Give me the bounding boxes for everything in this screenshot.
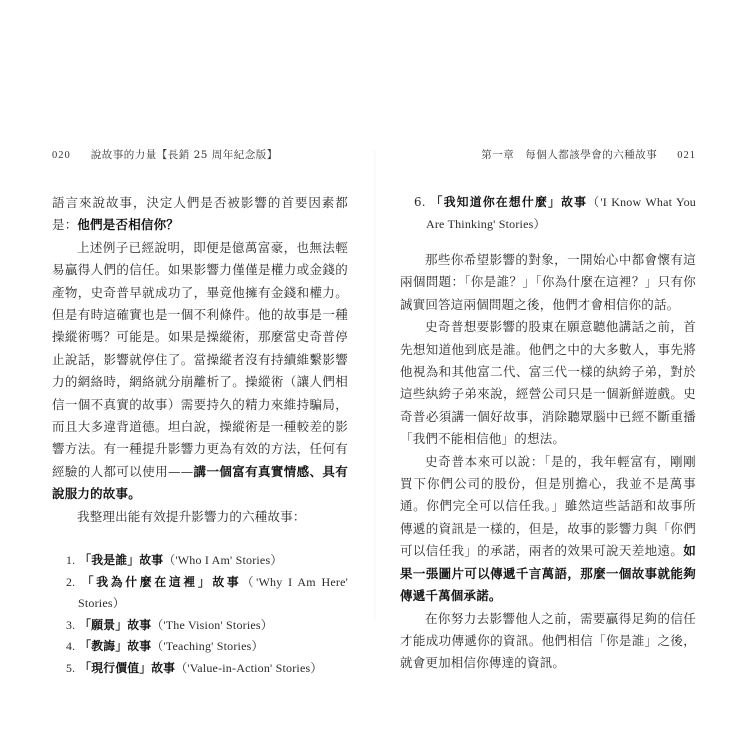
- left-running-head-title: 說故事的力量【長銷 25 周年紀念版】: [90, 149, 278, 161]
- list-item-title: 「我為什麼在這裡」: [81, 574, 213, 589]
- list-item-title: 「現行價值」: [79, 660, 152, 675]
- list-item-title: 「我是誰」: [79, 553, 140, 568]
- list-item-label: 故事: [561, 195, 588, 209]
- story-type-list: [52, 550, 348, 679]
- list-item-title: 「教誨」: [79, 639, 128, 654]
- right-paragraph-4: 在你努力去影響他人之前，需要贏得足夠的信任才能成功傳遞你的資訊。他們相信「你是誰」之後，就會更加相信你傳達的資訊。: [400, 610, 696, 671]
- left-paragraph-2-text: 上述例子已經說明，即便是億萬富豪，也無法輕易贏得人們的信任。如果影響力僅僅是權力或金錢的產物，史奇普早就成功了，畢竟他擁有金錢和權力。但是有時這確實也是一個不利條件。他的故事是一種操縱術嗎？可能是。如果是操縱術，那麼當史奇普停止說話，影響就停住了。當操縱者沒有持續維繫影響力的網絡時，網絡就分崩離析了。操縱術（讓人們相信一個不真實的故事）需要持久的精力來維持騙局，而且大多違背道德。坦白說，操縱術是一種較差的影響方法。有一種提升影響力更為有效的方法，任何有經驗的人都可以使用——: [52, 239, 348, 479]
- list-item-title: 「願景」: [79, 617, 128, 632]
- list-item-number: 1.: [66, 553, 76, 568]
- list-item-number: 3.: [66, 617, 76, 632]
- right-paragraph-3-text: 史奇普本來可以說：「是的，我年輕富有，剛剛買下你們公司的股份，但是別擔心，我並不是萬事通。你們完全可以信任我。」雖然這些話語和故事所傳遞的資訊是一樣的，但是，故事的影響力與「你們可以信任我」的承諾，兩者的效果可說天差地遠。: [400, 453, 696, 559]
- left-paragraph-1-bold: 他們是否相信你？: [77, 217, 180, 233]
- story-type-6-heading: [400, 192, 696, 235]
- right-running-head: [400, 148, 696, 163]
- list-item-label: 故事: [212, 574, 242, 589]
- list-item-title: 「我知道你在想什麼」: [430, 195, 562, 209]
- list-item-english: （'Who I Am' Stories）: [163, 553, 283, 568]
- list-item: [52, 615, 348, 637]
- right-running-head-title: 第一章 每個人都該學會的六種故事: [481, 149, 658, 161]
- right-page: [400, 0, 696, 750]
- list-item-number: 6.: [414, 195, 426, 209]
- list-item: [52, 550, 348, 572]
- right-paragraph-3-bold: 如果一張圖片可以傳遞千言萬語，那麼一個故事就能夠傳遞千萬個承諾。: [400, 543, 696, 604]
- list-item-label: 故事: [127, 639, 152, 654]
- left-page: [52, 0, 348, 750]
- list-item-label: 故事: [127, 617, 152, 632]
- right-page-body: [400, 192, 696, 675]
- book-gutter: [374, 150, 376, 620]
- left-paragraph-3: 我整理出能有效提升影響力的六種故事：: [77, 508, 306, 524]
- list-item-number: 4.: [66, 639, 76, 654]
- left-paragraph-1: [52, 192, 348, 237]
- right-page-number: 021: [677, 150, 696, 161]
- right-paragraph-3: [400, 451, 696, 608]
- left-running-head: [52, 148, 348, 163]
- list-item-english: （'I Know What You Are Thinking' Stories）: [426, 195, 697, 231]
- list-item-label: 故事: [151, 660, 176, 675]
- right-paragraph-2: 史奇普想要影響的股東在願意聽他講話之前，首先想知道他到底是誰。他們之中的大多數人，事先將他視為和其他富二代、富三代一樣的紈絝子弟，對於這些紈絝子弟來說，經營公司只是一個新鮮遊戲。史奇普必須講一個好故事，消除聽眾腦中已經不斷重播「我們不能相信他」的想法。: [400, 319, 696, 447]
- list-item: [52, 636, 348, 658]
- left-page-number: 020: [52, 150, 71, 161]
- list-item: [52, 658, 348, 680]
- left-paragraph-2-bold: 講一個富有真實情感、具有說服力的故事。: [52, 463, 348, 502]
- list-item-english: （'Teaching' Stories）: [151, 639, 264, 654]
- left-page-body: [52, 192, 348, 679]
- list-item-number: 5.: [66, 660, 76, 675]
- right-paragraph-1: 那些你希望影響的對象，一開始心中都會懷有這兩個問題：「你是誰？」「你為什麼在這裡？」只有你誠實回答這兩個問題之後，他們才會相信你的話。: [400, 252, 696, 312]
- list-item-number: 2.: [66, 574, 76, 589]
- left-paragraph-2: [52, 237, 348, 506]
- list-item-label: 故事: [139, 553, 164, 568]
- list-item: [52, 572, 348, 615]
- list-item-english: （'Why I Am Here' Stories）: [78, 574, 349, 611]
- left-paragraph-1-text: 語言來說故事，決定人們是否被影響的首要因素都是：: [52, 195, 348, 233]
- list-item-english: （'Value-in-Action' Stories）: [175, 660, 323, 675]
- list-item-english: （'The Vision' Stories）: [151, 617, 273, 632]
